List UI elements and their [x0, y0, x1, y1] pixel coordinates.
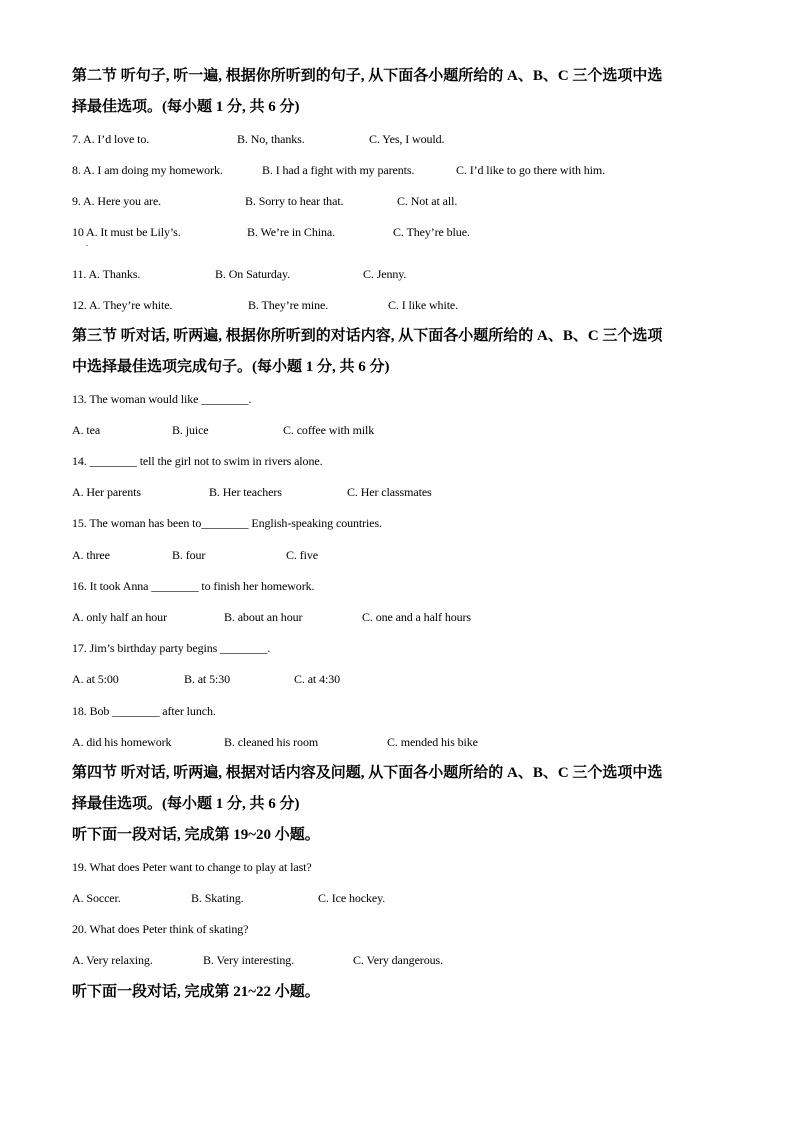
- q12-option-b: B. They’re mine.: [248, 298, 329, 312]
- q7-option-c: C. Yes, I would.: [369, 132, 445, 146]
- instruction-q21-22: 听下面一段对话, 完成第 21~22 小题。: [72, 984, 320, 1000]
- q16-stem: 16. It took Anna ________ to finish her homework.: [72, 579, 315, 593]
- q15-option-c: C. five: [286, 548, 318, 562]
- q16-option-a: A. only half an hour: [72, 610, 167, 624]
- q19-option-b: B. Skating.: [191, 891, 244, 905]
- q18-stem: 18. Bob ________ after lunch.: [72, 704, 216, 718]
- q7-option-b: B. No, thanks.: [237, 132, 305, 146]
- instruction-q19-20: 听下面一段对话, 完成第 19~20 小题。: [72, 827, 320, 843]
- q20-option-a: A. Very relaxing.: [72, 953, 153, 967]
- q13-stem: 13. The woman would like ________.: [72, 392, 252, 406]
- q17-option-a: A. at 5:00: [72, 672, 119, 686]
- q15-stem: 15. The woman has been to________ English-speaking countries.: [72, 516, 382, 530]
- q8-option-c: C. I’d like to go there with him.: [456, 163, 606, 177]
- q10-option-a: 10 A. It must be Lily’s.: [72, 225, 181, 239]
- section-3-title-line1: 第三节 听对话, 听两遍, 根据你所听到的对话内容, 从下面各小题所给的 A、B、C 三个选项: [72, 328, 663, 344]
- q13-option-a: A. tea: [72, 423, 101, 437]
- q15-option-b: B. four: [172, 548, 206, 562]
- q10-option-b: B. We’re in China.: [247, 225, 335, 239]
- q9-option-a: 9. A. Here you are.: [72, 194, 162, 208]
- section-3-title-line2: 中选择最佳选项完成句子。(每小题 1 分, 共 6 分): [72, 359, 390, 375]
- q11-option-a: 11. A. Thanks.: [72, 267, 141, 281]
- q15-option-a: A. three: [72, 548, 110, 562]
- q18-option-c: C. mended his bike: [387, 735, 478, 749]
- q10-option-c: C. They’re blue.: [393, 225, 470, 239]
- section-4-title-line2: 择最佳选项。(每小题 1 分, 共 6 分): [72, 796, 300, 812]
- q12-option-c: C. I like white.: [388, 298, 459, 312]
- q20-option-c: C. Very dangerous.: [353, 953, 443, 967]
- section-2-title-line2: 择最佳选项。(每小题 1 分, 共 6 分): [72, 99, 300, 115]
- q16-option-b: B. about an hour: [224, 610, 303, 624]
- q20-stem: 20. What does Peter think of skating?: [72, 922, 249, 936]
- q18-option-b: B. cleaned his room: [224, 735, 319, 749]
- section-4-title-line1: 第四节 听对话, 听两遍, 根据对话内容及问题, 从下面各小题所给的 A、B、C 三个选项中选: [72, 765, 663, 781]
- q13-option-b: B. juice: [172, 423, 209, 437]
- q7-option-a: 7. A. I’d love to.: [72, 132, 150, 146]
- q14-option-a: A. Her parents: [72, 485, 141, 499]
- q19-option-c: C. Ice hockey.: [318, 891, 386, 905]
- q17-option-c: C. at 4:30: [294, 672, 340, 686]
- q8-option-b: B. I had a fight with my parents.: [262, 163, 415, 177]
- q14-stem: 14. ________ tell the girl not to swim in rivers alone.: [72, 454, 323, 468]
- section-2-title-line1: 第二节 听句子, 听一遍, 根据你所听到的句子, 从下面各小题所给的 A、B、C 三个选项中选: [72, 68, 663, 84]
- q17-stem: 17. Jim’s birthday party begins ________.: [72, 641, 271, 655]
- q9-option-c: C. Not at all.: [397, 194, 458, 208]
- q14-option-b: B. Her teachers: [209, 485, 282, 499]
- q8-option-a: 8. A. I am doing my homework.: [72, 163, 223, 177]
- q16-option-c: C. one and a half hours: [362, 610, 472, 624]
- q19-option-a: A. Soccer.: [72, 891, 121, 905]
- q11-option-c: C. Jenny.: [363, 267, 407, 281]
- q17-option-b: B. at 5:30: [184, 672, 230, 686]
- stray-dot-mark: .: [86, 239, 88, 248]
- q12-option-a: 12. A. They’re white.: [72, 298, 173, 312]
- q20-option-b: B. Very interesting.: [203, 953, 295, 967]
- q13-option-c: C. coffee with milk: [283, 423, 375, 437]
- q18-option-a: A. did his homework: [72, 735, 172, 749]
- q9-option-b: B. Sorry to hear that.: [245, 194, 344, 208]
- q14-option-c: C. Her classmates: [347, 485, 432, 499]
- q11-option-b: B. On Saturday.: [215, 267, 291, 281]
- q19-stem: 19. What does Peter want to change to play at last?: [72, 860, 312, 874]
